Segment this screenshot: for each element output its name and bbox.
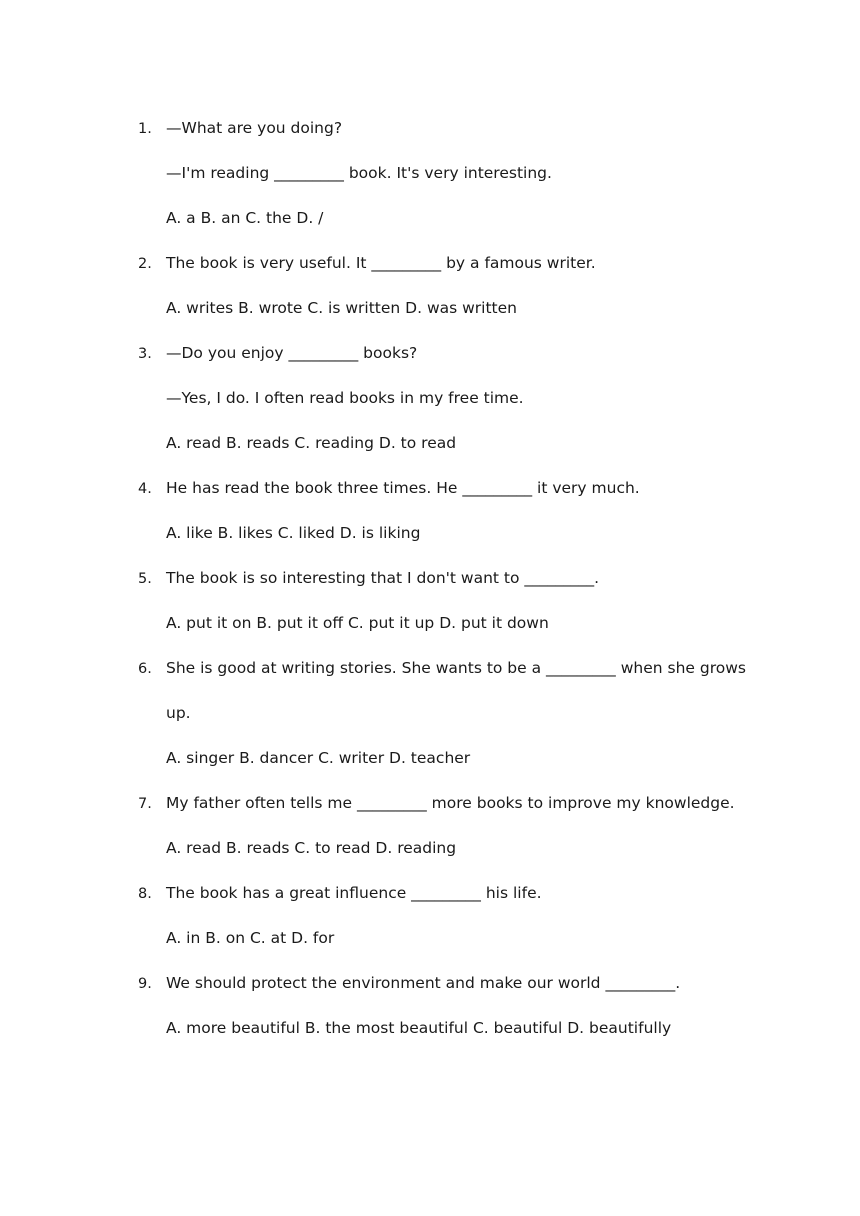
question-number: 2. [138, 256, 152, 272]
question-line [138, 115, 758, 160]
question-3 [138, 340, 758, 475]
answer-options: A. a B. an C. the D. / [166, 209, 324, 227]
question-number: 9. [138, 976, 152, 992]
question-line [138, 385, 758, 430]
options-line [138, 430, 758, 475]
answer-options: A. in B. on C. at D. for [166, 929, 335, 947]
question-9 [138, 970, 758, 1060]
question-text: She is good at writing stories. She wants to be a _________ when she grows [166, 659, 746, 677]
question-line [138, 565, 758, 610]
question-line [138, 340, 758, 385]
answer-options: A. like B. likes C. liked D. is liking [166, 524, 421, 542]
question-8 [138, 880, 758, 970]
question-text: The book is very useful. It _________ by a famous writer. [166, 254, 596, 272]
question-text: The book is so interesting that I don't want to _________. [166, 569, 600, 587]
question-7 [138, 790, 758, 880]
question-line [138, 475, 758, 520]
options-line [138, 205, 758, 250]
options-line [138, 520, 758, 565]
question-line [138, 970, 758, 1015]
question-line [138, 250, 758, 295]
options-line [138, 295, 758, 340]
options-line [138, 1015, 758, 1060]
question-4 [138, 475, 758, 565]
options-line [138, 610, 758, 655]
question-number: 8. [138, 886, 152, 902]
question-line [138, 655, 758, 700]
question-text: —What are you doing? [166, 119, 343, 137]
answer-options: A. writes B. wrote C. is written D. was written [166, 299, 517, 317]
question-5 [138, 565, 758, 655]
question-number: 5. [138, 571, 152, 587]
options-line [138, 925, 758, 970]
question-line [138, 790, 758, 835]
question-number: 1. [138, 121, 152, 137]
question-line [138, 880, 758, 925]
question-line [138, 160, 758, 205]
question-number: 4. [138, 481, 152, 497]
answer-options: A. more beautiful B. the most beautiful C. beautiful D. beautifully [166, 1019, 672, 1037]
question-line [138, 700, 758, 745]
question-number: 7. [138, 796, 152, 812]
answer-options: A. singer B. dancer C. writer D. teacher [166, 749, 471, 767]
question-text: —Yes, I do. I often read books in my free time. [166, 389, 524, 407]
question-number: 6. [138, 661, 152, 677]
question-6 [138, 655, 758, 790]
question-2 [138, 250, 758, 340]
question-text: up. [166, 704, 191, 722]
options-line [138, 835, 758, 880]
question-list [138, 115, 758, 1060]
answer-options: A. read B. reads C. reading D. to read [166, 434, 457, 452]
question-text: —Do you enjoy _________ books? [166, 344, 418, 362]
question-text: We should protect the environment and make our world _________. [166, 974, 681, 992]
question-text: The book has a great influence _________ his life. [166, 884, 542, 902]
answer-options: A. put it on B. put it off C. put it up D. put it down [166, 614, 549, 632]
question-text: —I'm reading _________ book. It's very interesting. [166, 164, 552, 182]
answer-options: A. read B. reads C. to read D. reading [166, 839, 457, 857]
question-text: He has read the book three times. He _________ it very much. [166, 479, 640, 497]
options-line [138, 745, 758, 790]
question-text: My father often tells me _________ more books to improve my knowledge. [166, 794, 735, 812]
question-number: 3. [138, 346, 152, 362]
question-1 [138, 115, 758, 250]
